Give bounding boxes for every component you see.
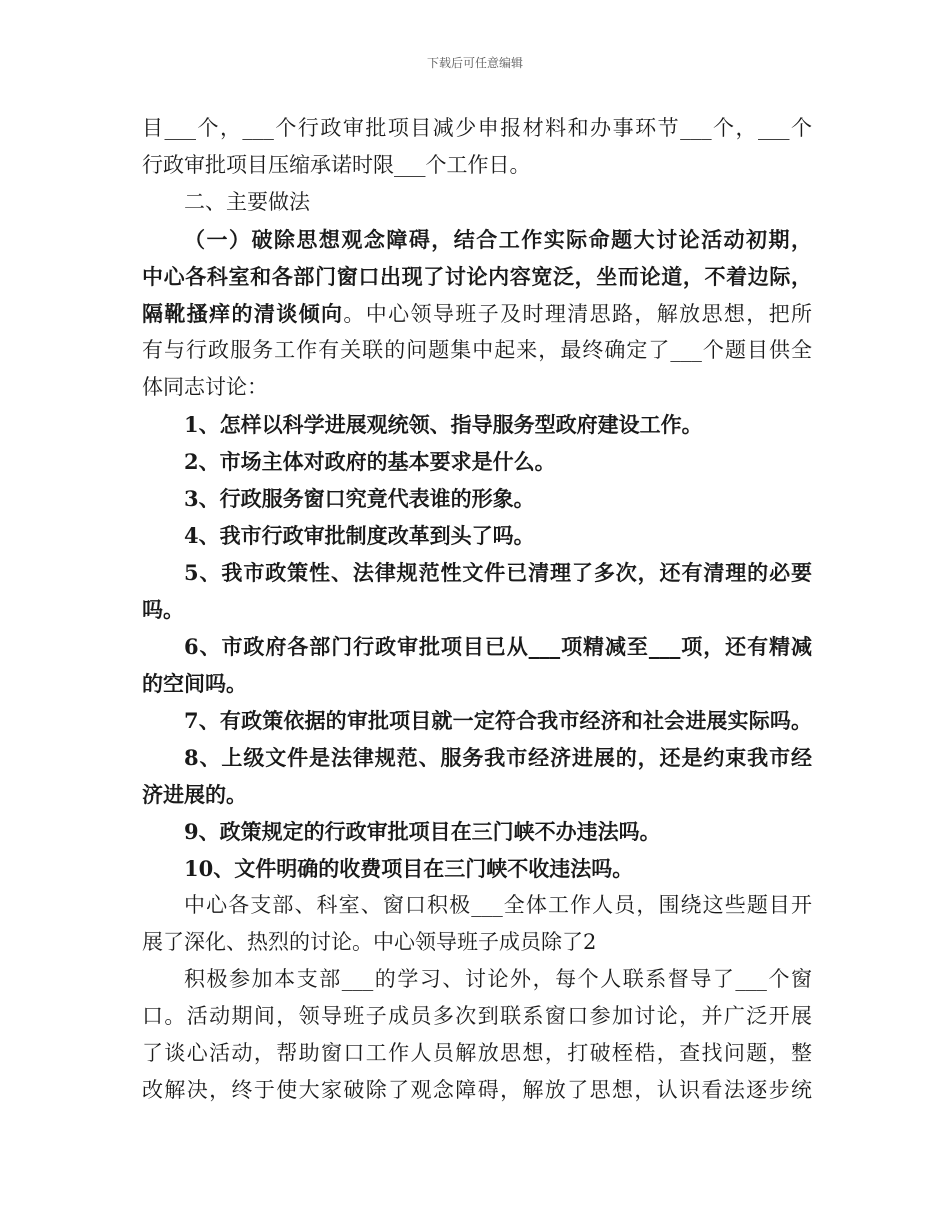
document-body [142, 110, 812, 1109]
body-line: 口。活动期间，领导班子成员多次到联系窗口参加讨论，并广泛开展 [142, 1004, 812, 1028]
body-line: 积极参加本支部___的学习、讨论外，每个人联系督导了___个窗 [184, 967, 812, 991]
body-line: 目___个，___个行政审批项目减少申报材料和办事环节___个，___个 [142, 116, 812, 140]
body-line: 展了深化、热烈的讨论。中心领导班子成员除了2 [142, 930, 597, 954]
topic-item-cont: 的空间吗。 [142, 671, 247, 696]
subsection-heading: （一）破除思想观念障碍，结合工作实际命题大讨论活动初期， [184, 227, 812, 252]
body-line [142, 295, 812, 332]
topic-item: 8、上级文件是法律规范、服务我市经济进展的，还是约束我市经 [184, 745, 812, 770]
topic-item: 3、行政服务窗口究竟代表谁的形象。 [184, 486, 535, 511]
topic-item: 4、我市行政审批制度改革到头了吗。 [184, 523, 535, 548]
topic-item: 1、怎样以科学进展观统领、指导服务型政府建设工作。 [184, 412, 703, 437]
body-line: 体同志讨论： [142, 375, 268, 399]
section-heading: 二、主要做法 [184, 190, 310, 214]
body-line: 有与行政服务工作有关联的问题集中起来，最终确定了___个题目供全 [142, 338, 812, 362]
topic-item: 6、市政府各部门行政审批项目已从___项精减至___项，还有精减 [184, 634, 812, 659]
topic-item-cont: 吗。 [142, 597, 184, 622]
page-header: 下载后可任意编辑 [426, 56, 523, 70]
topic-item: 9、政策规定的行政审批项目在三门峡不办违法吗。 [184, 819, 661, 844]
topic-item: 5、我市政策性、法律规范性文件已清理了多次，还有清理的必要 [184, 560, 812, 585]
normal-fragment: 。中心领导班子及时理清思路，解放思想，把所 [343, 302, 813, 326]
topic-item: 7、有政策依据的审批项目就一定符合我市经济和社会进展实际吗。 [184, 708, 812, 733]
body-line: 改解决，终于使大家破除了观念障碍，解放了思想，认识看法逐步统 [142, 1078, 812, 1102]
body-line: 行政审批项目压缩承诺时限___个工作日。 [142, 153, 531, 177]
topic-item: 10、文件明确的收费项目在三门峡不收违法吗。 [184, 856, 634, 881]
body-line: 了谈心活动，帮助窗口工作人员解放思想，打破桎梏，查找问题，整 [142, 1041, 812, 1065]
bold-fragment: 隔靴搔痒的清谈倾向 [142, 301, 344, 326]
body-line: 中心各科室和各部门窗口出现了讨论内容宽泛，坐而论道，不着边际， [142, 264, 812, 289]
topic-item-cont: 济进展的。 [142, 782, 247, 807]
topic-item: 2、市场主体对政府的基本要求是什么。 [184, 449, 556, 474]
body-line: 中心各支部、科室、窗口积极___全体工作人员，围绕这些题目开 [184, 893, 812, 917]
